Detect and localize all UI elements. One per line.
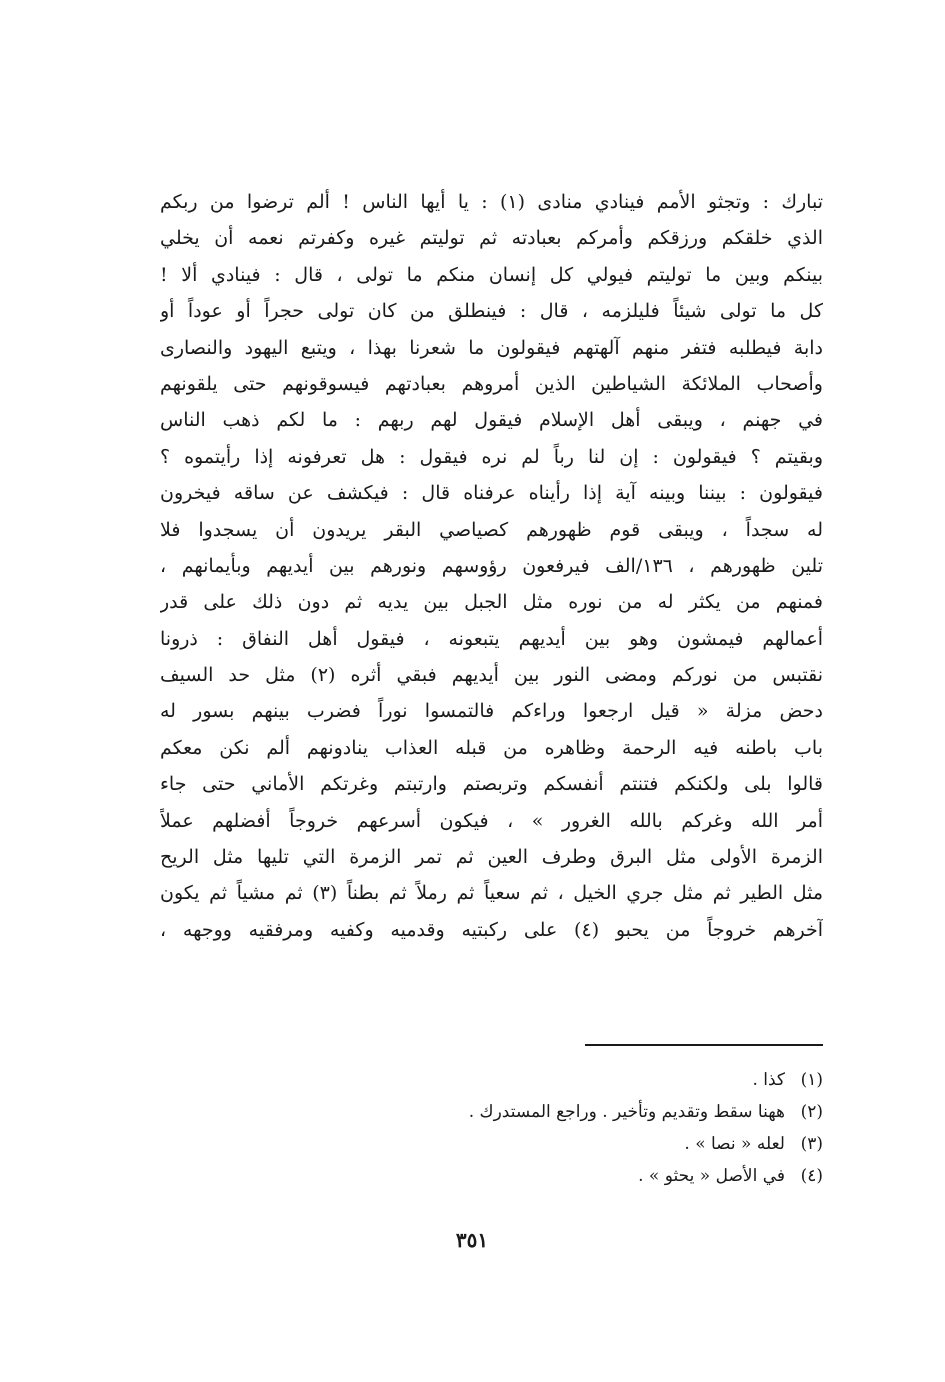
text-line: تلين ظهورهم ، ١٣٦/الف فيرفعون رؤوسهم ونورهم بين أيديهم وبأيمانهم ، <box>160 554 823 577</box>
footnote <box>300 1160 823 1192</box>
text-line: آخرهم خروجاً من يحبو (٤) على ركبتيه وقدميه وكفيه ومرفقيه ووجهه ، <box>160 918 823 941</box>
main-text-block <box>160 184 823 948</box>
text-line: نقتبس من نوركم ومضى النور بين أيديهم فبقي أثره (٢) مثل حد السيف <box>160 664 823 687</box>
footnote-text: كذا . <box>752 1070 785 1090</box>
footnote-separator <box>585 1044 823 1046</box>
page-number: ٣٥١ <box>455 1228 489 1252</box>
footnotes <box>300 1064 823 1192</box>
text-line: في جهنم ، ويبقى أهل الإسلام فيقول لهم ربهم : ما لكم ذهب الناس <box>160 409 823 432</box>
footnote-number: (٢) <box>800 1102 823 1122</box>
footnote-number: (٤) <box>800 1166 823 1186</box>
footnote-number: (١) <box>800 1070 823 1090</box>
footnote-text: في الأصل « يحثو » . <box>638 1166 785 1186</box>
text-line: باب باطنه فيه الرحمة وظاهره من قبله العذاب ينادونهم ألم نكن معكم <box>160 736 823 759</box>
footnote <box>300 1064 823 1096</box>
text-line: مثل الطير ثم مثل جري الخيل ، ثم سعياً ثم رملاً ثم بطناً (٣) ثم مشياً ثم يكون <box>160 882 823 905</box>
text-line: له سجداً ، ويبقى قوم ظهورهم كصياصي البقر يريدون أن يسجدوا فلا <box>160 518 823 541</box>
footnote-text: ههنا سقط وتقديم وتأخير . وراجع المستدرك . <box>468 1102 785 1122</box>
text-line: فمنهم من يكثر له من نوره مثل الجبل بين يديه ثم دون ذلك على قدر <box>160 591 823 614</box>
text-line: فيقولون : بيننا وبينه آية إذا رأيناه عرفناه قال : فيكشف عن ساقه فيخرون <box>160 482 823 505</box>
footnote-text: لعله « نصا » . <box>684 1134 785 1154</box>
text-line: تبارك : وتجثو الأمم فينادي منادى (١) : يا أيها الناس ! ألم ترضوا من ربكم <box>160 191 823 213</box>
text-line: دحض مزلة « قيل ارجعوا وراءكم فالتمسوا نوراً فضرب بينهم بسور له <box>160 700 823 723</box>
footnote <box>300 1096 823 1128</box>
footnote-number: (٣) <box>800 1134 823 1154</box>
text-line: وبقيتم ؟ فيقولون : إن لنا رباً لم نره فيقول : هل تعرفونه إذا رأيتموه ؟ <box>160 445 823 468</box>
text-line: الذي خلقكم ورزقكم وأمركم بعبادته ثم توليتم غيره وكفرتم نعمه أن يخلي <box>160 227 823 250</box>
text-line: قالوا بلى ولكنكم فتنتم أنفسكم وتربصتم وارتبتم وغرتكم الأماني حتى جاء <box>160 773 823 796</box>
text-line: أعمالهم فيمشون وهو بين أيديهم يتبعونه ، فيقول أهل النفاق : ذرونا <box>160 627 823 650</box>
text-line: دابة فيطلبه فتفر منهم آلهتهم فيقولون ما شعرنا بهذا ، ويتبع اليهود والنصارى <box>160 336 823 359</box>
text-line: بينكم وبين ما توليتم فيولي كل إنسان منكم ما تولى ، قال : فينادي ألا ! <box>160 263 823 286</box>
text-line: الزمرة الأولى مثل البرق وطرف العين ثم تمر الزمرة التي تليها مثل الريح <box>160 846 823 869</box>
footnote <box>300 1128 823 1160</box>
text-line: كل ما تولى شيئاً فليلزمه ، قال : فينطلق من كان تولى حجراً أو عوداً أو <box>160 300 823 323</box>
text-line: وأصحاب الملائكة الشياطين الذين أمروهم بعبادتهم فيسوقونهم حتى يلقونهم <box>160 372 823 395</box>
text-line: أمر الله وغركم بالله الغرور » ، فيكون أسرعهم خروجاً أفضلهم عملاً <box>160 809 823 832</box>
